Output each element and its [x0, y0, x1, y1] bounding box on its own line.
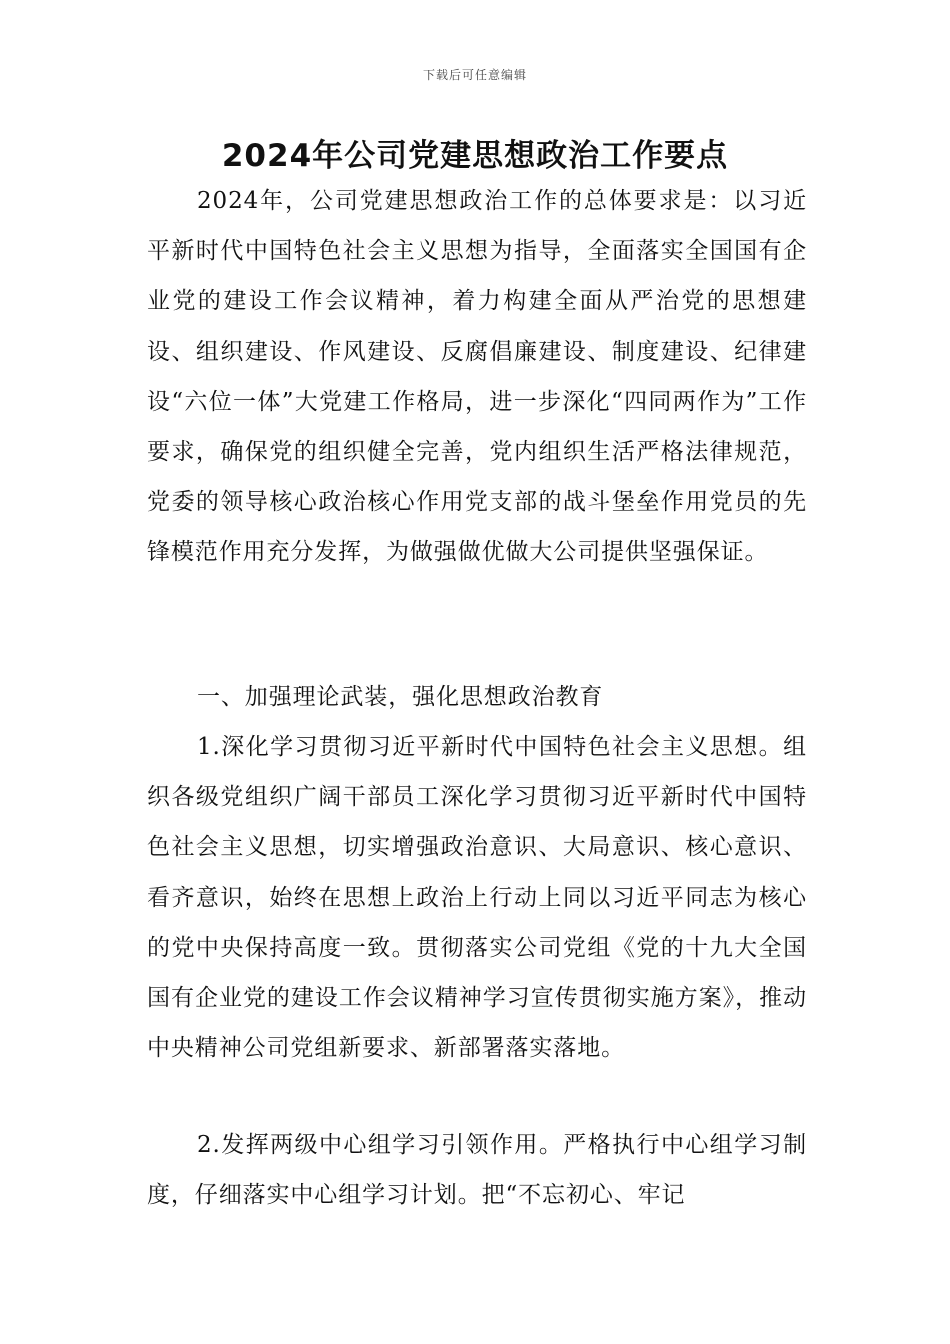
item-2-paragraph: 2.发挥两级中心组学习引领作用。严格执行中心组学习制度，仔细落实中心组学习计划。把“不忘初心、牢记: [147, 1132, 807, 1209]
section-heading: 一、加强理论武装，强化思想政治教育: [197, 684, 604, 710]
intro-paragraph: 2024年，公司党建思想政治工作的总体要求是：以习近平新时代中国特色社会主义思想为指导，全面落实全国国有企业党的建设工作会议精神，着力构建全面从严治党的思想建设、组织建设、作风建设、反腐倡廉建设、制度建设、纪律建设“六位一体”大党建工作格局，进一步深化“四同两作为”工作要求，确保党的组织健全完善，党内组织生活严格法律规范，党委的领导核心政治核心作用党支部的战斗堡垒作用党员的先锋模范作用充分发挥，为做强做优做大公司提供坚强保证。: [147, 188, 807, 566]
item-1-paragraph: 1.深化学习贯彻习近平新时代中国特色社会主义思想。组织各级党组织广阔干部员工深化学习贯彻习近平新时代中国特色社会主义思想，切实增强政治意识、大局意识、核心意识、看齐意识，始终在思想上政治上行动上同以习近平同志为核心的党中央保持高度一致。贯彻落实公司党组《党的十九大全国国有企业党的建设工作会议精神学习宣传贯彻实施方案》，推动中央精神公司党组新要求、新部署落实落地。: [147, 734, 807, 1062]
document-title: 2024年公司党建思想政治工作要点: [221, 138, 729, 174]
header-note: 下载后可任意编辑: [422, 68, 527, 82]
